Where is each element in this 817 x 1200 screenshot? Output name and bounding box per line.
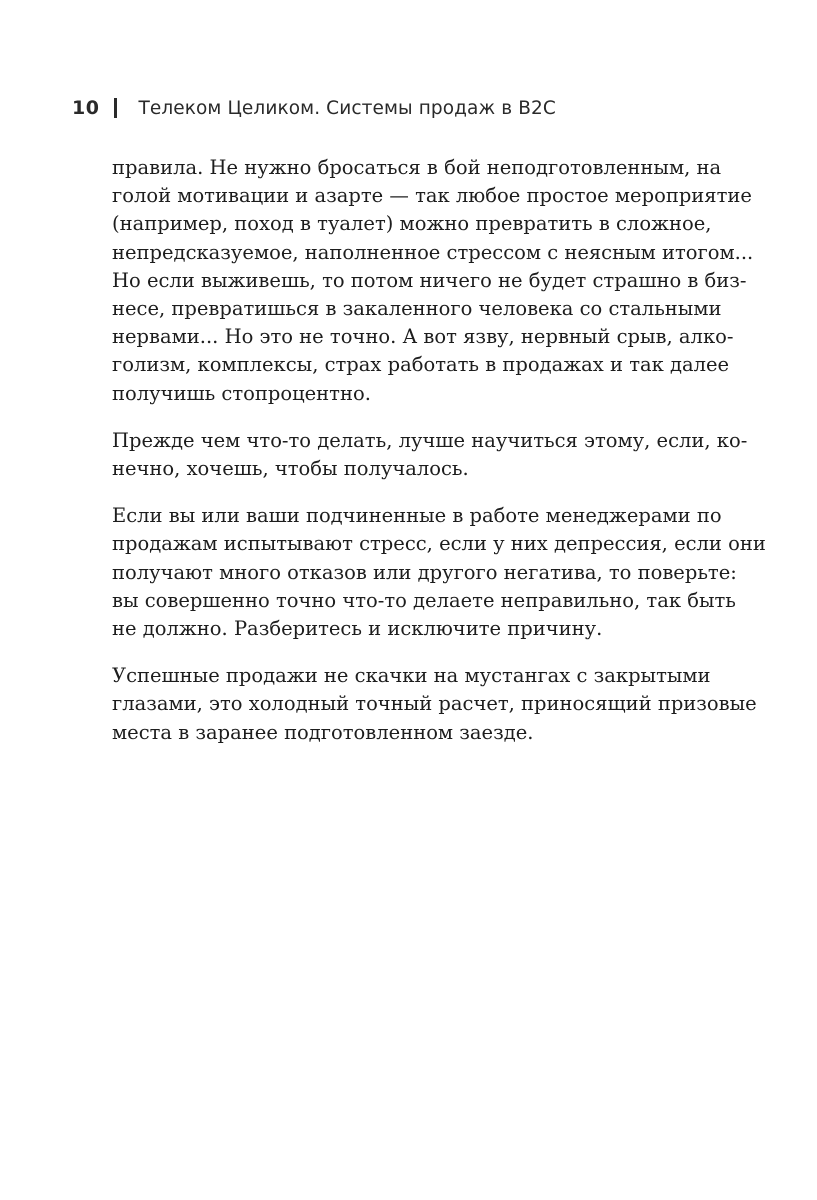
text-line: продажам испытывают стресс, если у них депрессия, если они bbox=[112, 532, 766, 556]
text-line: Прежде чем что-то делать, лучше научиться этому, если, ко- bbox=[112, 428, 748, 452]
text-line: глазами, это холодный точный расчет, приносящий призовые bbox=[112, 692, 757, 716]
text-line: места в заранее подготовленном заезде. bbox=[112, 720, 534, 744]
text-line: не должно. Разберитесь и исключите причину. bbox=[112, 617, 603, 641]
text-line: Если вы или ваши подчиненные в работе менеджерами по bbox=[112, 504, 722, 528]
text-line: вы совершенно точно что-то делаете неправильно, так быть bbox=[112, 588, 736, 612]
text-line: нечно, хочешь, чтобы получалось. bbox=[112, 457, 469, 481]
text-line: несе, превратишься в закаленного человека со стальными bbox=[112, 297, 722, 321]
text-line: непредсказуемое, наполненное стрессом с неясным итогом... bbox=[112, 240, 754, 264]
text-line: (например, поход в туалет) можно превратить в сложное, bbox=[112, 212, 712, 236]
running-head bbox=[72, 94, 556, 122]
text-line: Успешные продажи не скачки на мустангах с закрытыми bbox=[112, 664, 711, 688]
text-line: получают много отказов или другого негатива, то поверьте: bbox=[112, 560, 737, 584]
page-number: 10 bbox=[72, 97, 100, 119]
text-line: Но если выживешь, то потом ничего не будет страшно в биз- bbox=[112, 268, 747, 292]
text-line: правила. Не нужно бросаться в бой неподготовленным, на bbox=[112, 156, 722, 179]
paragraph-3 bbox=[112, 502, 766, 643]
paragraph-1 bbox=[112, 154, 754, 408]
paragraph-4 bbox=[112, 662, 757, 747]
body-text bbox=[112, 154, 766, 766]
paragraph-2 bbox=[112, 427, 748, 483]
text-line: голизм, комплексы, страх работать в продажах и так далее bbox=[112, 353, 730, 377]
book-title: Телеком Целиком. Системы продаж в B2C bbox=[138, 97, 556, 119]
text-line: голой мотивации и азарте — так любое простое мероприятие bbox=[112, 184, 752, 208]
header-divider bbox=[114, 98, 117, 118]
text-line: нервами... Но это не точно. А вот язву, нервный срыв, алко- bbox=[112, 325, 734, 349]
text-line: получишь стопроцентно. bbox=[112, 381, 371, 405]
